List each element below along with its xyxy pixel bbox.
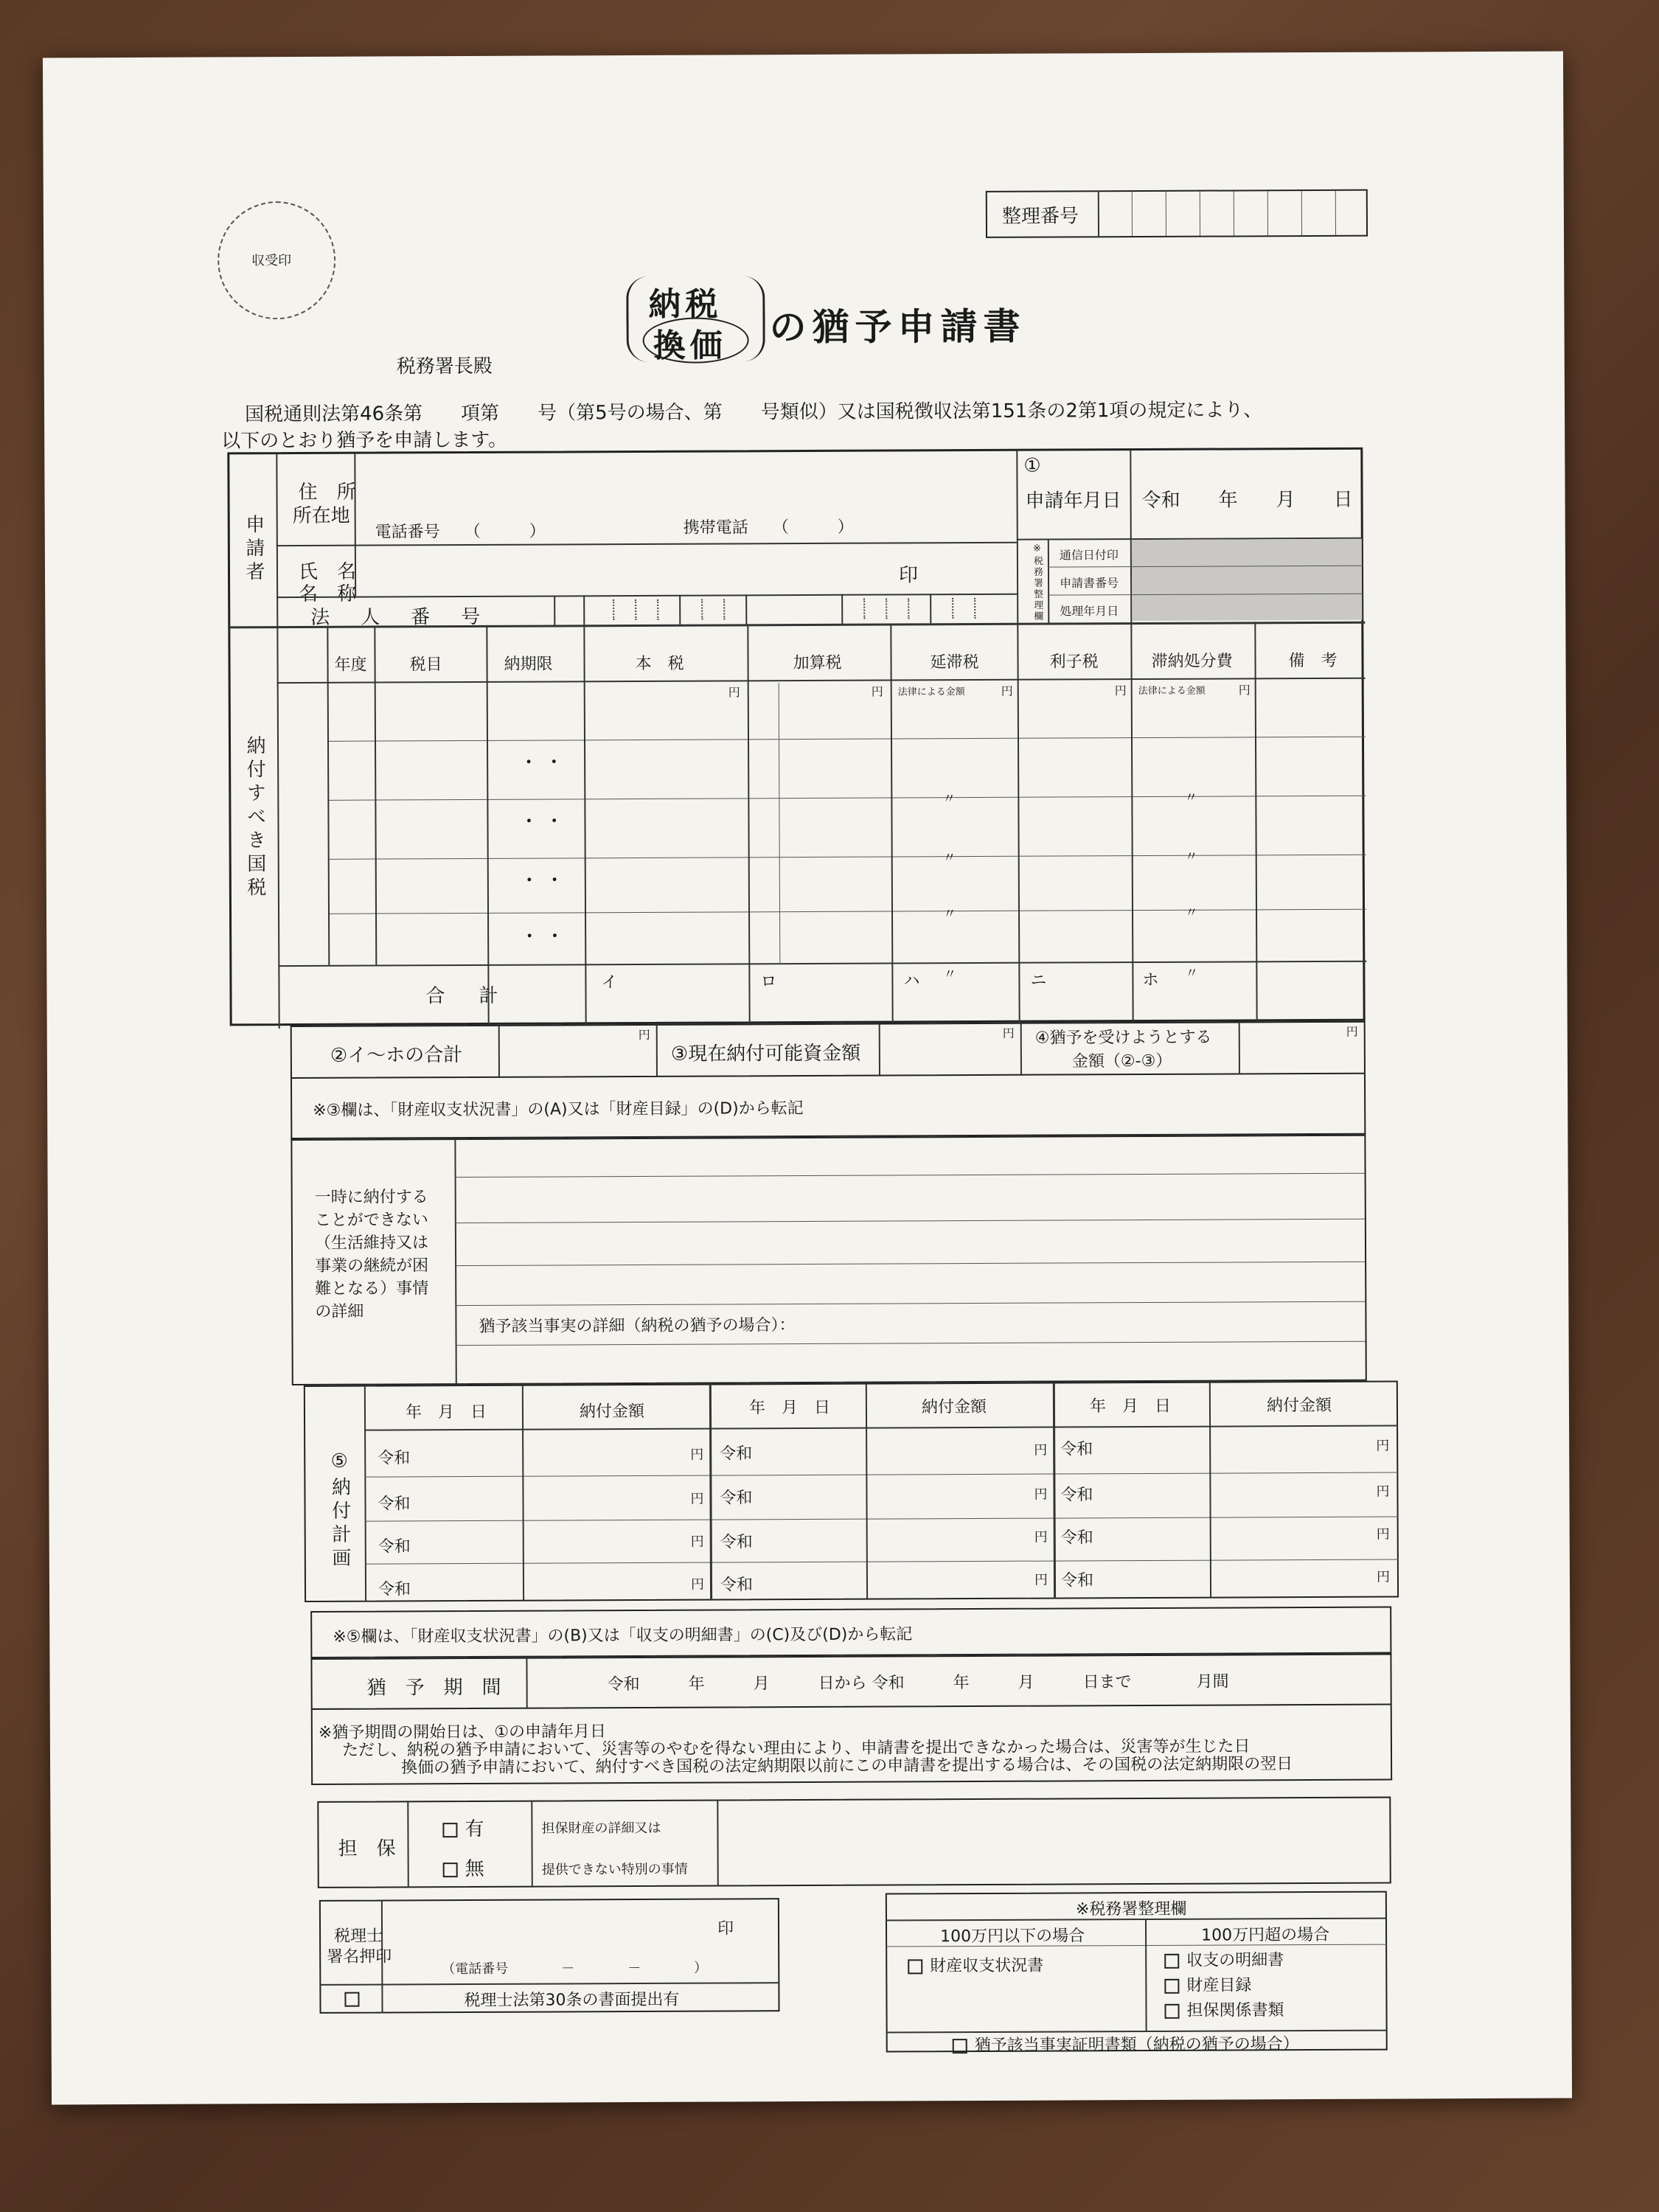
- deferral-period-label: 猶 予 期 間: [366, 1676, 501, 1700]
- article30-checkbox[interactable]: [344, 1990, 366, 2008]
- title-kanka: 換価: [653, 327, 727, 365]
- payment-plan-label: ⑤納付計画: [328, 1450, 351, 1571]
- control-number-label: 整理番号: [1001, 205, 1079, 228]
- office-high-item-1[interactable]: 収支の明細書: [1164, 1947, 1284, 1971]
- period-note-1: ※猶予期間の開始日は、①の申請年月日: [318, 1722, 607, 1742]
- applicant-seal: 印: [898, 564, 919, 587]
- office-use-title: ※税務署整理欄: [1075, 1899, 1187, 1919]
- deferral-amount-label-2: 金額（②-③）: [1071, 1051, 1172, 1071]
- note-5: ※⑤欄は、「財産収支状況書」の(B)又は「収支の明細書」の(C)及び(D)から転記: [333, 1625, 913, 1646]
- note-3: ※③欄は、「財産収支状況書」の(A)又は「財産目録」の(D)から転記: [313, 1099, 804, 1120]
- reason-detail-label: 猶予該当事実の詳細（納税の猶予の場合）：: [479, 1316, 796, 1336]
- deferral-period-text: 令和 年 月 日から 令和 年 月 日まで 月間: [607, 1672, 1229, 1694]
- office-low-item[interactable]: 財産収支状況書: [908, 1953, 1043, 1977]
- intro-line-2: 以下のとおり猶予を申請します。: [221, 428, 508, 453]
- sum-label: ②イ～ホの合計: [330, 1044, 463, 1067]
- tax-section-label: 納付すべき国税: [243, 735, 266, 901]
- office-note-vertical: ※税務署整理欄: [1031, 543, 1043, 622]
- application-form-paper: 収受印 整理番号 納税 換価 の猶予申請書 税務署長殿 国税通則法第46条第 項第 号（第5号の場合、第 号類似）又は国税徴収法第151条の2第1項の規定により、 以下のとおり猶予を申請します。 申請者 住 所 所在地 電話番号 （ ） 携帯電話 （ ） 氏 名 名 称 印 法 人 番 号 ① 申請年月日 令和 年 月 日 ※税務署整理欄 通信日付印 申請書番号 処理年月日 納付すべき国税 年度 税目 納期限 本 税 加算税 延滞税 利子税 滞納処分費 備 考 円 円 法律による金額 円 円 法律による金額 円 ・ ・ ・ ・ ・ ・ ・ ・ 〃 〃 〃 〃 〃 〃 合 計 イ ロ ハ 〃 ニ ホ 〃 ②イ～ホの合計 円 ③現在納付可能資金額 円 ④猶予を受けようとする 金額（②-③） 円 ※③欄は、「財産収支状況書」の(A)又は「財産目録」の(D)から転記 一時に納付することができない（生活維持又は事業の継続が困難となる）事情の詳細 猶予該当事実の詳細（納税の猶予の場合）： ⑤納付計画 年 月 日 納付金額 年 月 日 納付金額 年 月 日 納付金額 令和 令和 令和 令和 令和 令和 令和 令和 令和 令和 令和 令和 円 円 円 円 円 円 円 円 円 円 円 円 ※⑤欄は、「財産収支状況書」の(B)又は「収支の明細書」の(C)及び(D)から転記 猶 予 期 間 令和 年 月 日から 令和 年 月 日まで 月間 ※猶予期間の開始日は、①の申請年月日 ただし、納税の猶予申請において、災害等のやむを得ない理由により、申請書を提出できなかった場合は、災害等が生じた日 換価の猶予申請において、納付すべき国税の法定納期限以前にこの申請書を提出する場合は、その国税の法定納期限の翌日 担 保 有 無 担保財産の詳細又は 提供できない特別の事情 税理士 署名押印 印 （電話番号 － － ） 税理士法第30条の書面提出有 ※税務署整理欄 100万円以下の場合 100万円超の場合 財産収支状況書 収支の明細書 財産目録 担保関係書類 猶予該当事実証明書類（納税の猶予の場合）: [43, 52, 1572, 2105]
- accountant-phone: （電話番号 － － ）: [442, 1960, 708, 1978]
- accountant-seal: 印: [717, 1919, 734, 1938]
- intro-line-1: 国税通則法第46条第 項第 号（第5号の場合、第 号類似）又は国税徴収法第151条の2第1項の規定により、: [245, 399, 1263, 426]
- page-title: の猶予申請書: [769, 305, 1026, 349]
- addressee: 税務署長殿: [396, 355, 493, 378]
- office-high-item-3[interactable]: 担保関係書類: [1164, 1997, 1284, 2021]
- application-date-label: 申請年月日: [1025, 490, 1121, 512]
- available-funds-label: ③現在納付可能資金額: [670, 1042, 861, 1065]
- period-note-2: ただし、納税の猶予申請において、災害等のやむを得ない理由により、申請書を提出できなかった場合は、災害等が生じた日: [341, 1737, 1251, 1760]
- mobile-label: 携帯電話 （ ）: [683, 518, 854, 538]
- corp-number-label: 法 人 番 号: [310, 605, 487, 629]
- application-date-value: 令和 年 月 日: [1141, 488, 1353, 512]
- collateral-no[interactable]: 無: [443, 1854, 484, 1881]
- office-high-item-2[interactable]: 財産目録: [1164, 1972, 1251, 1996]
- applicant-label: 申請者: [242, 514, 265, 585]
- collateral-label: 担 保: [338, 1837, 396, 1860]
- office-bottom-item[interactable]: 猶予該当事実証明書類（納税の猶予の場合）: [953, 2031, 1299, 2056]
- phone-label: 電話番号 （ ）: [375, 522, 546, 542]
- deferral-amount-label-1: ④猶予を受けようとする: [1034, 1028, 1212, 1048]
- title-nozei: 納税: [648, 285, 723, 324]
- reason-section: [291, 1135, 1366, 1385]
- period-note-3: 換価の猶予申請において、納付すべき国税の法定納期限以前にこの申請書を提出する場合は、その国税の法定納期限の翌日: [401, 1755, 1293, 1778]
- date-marker: ①: [1023, 454, 1041, 477]
- collateral-yes[interactable]: 有: [442, 1814, 484, 1841]
- reason-label: 一時に納付することができない（生活維持又は事業の継続が困難となる）事情の詳細: [314, 1188, 429, 1321]
- tax-total-label: 合 計: [425, 984, 506, 1008]
- reception-stamp-label: 収受印: [251, 253, 292, 269]
